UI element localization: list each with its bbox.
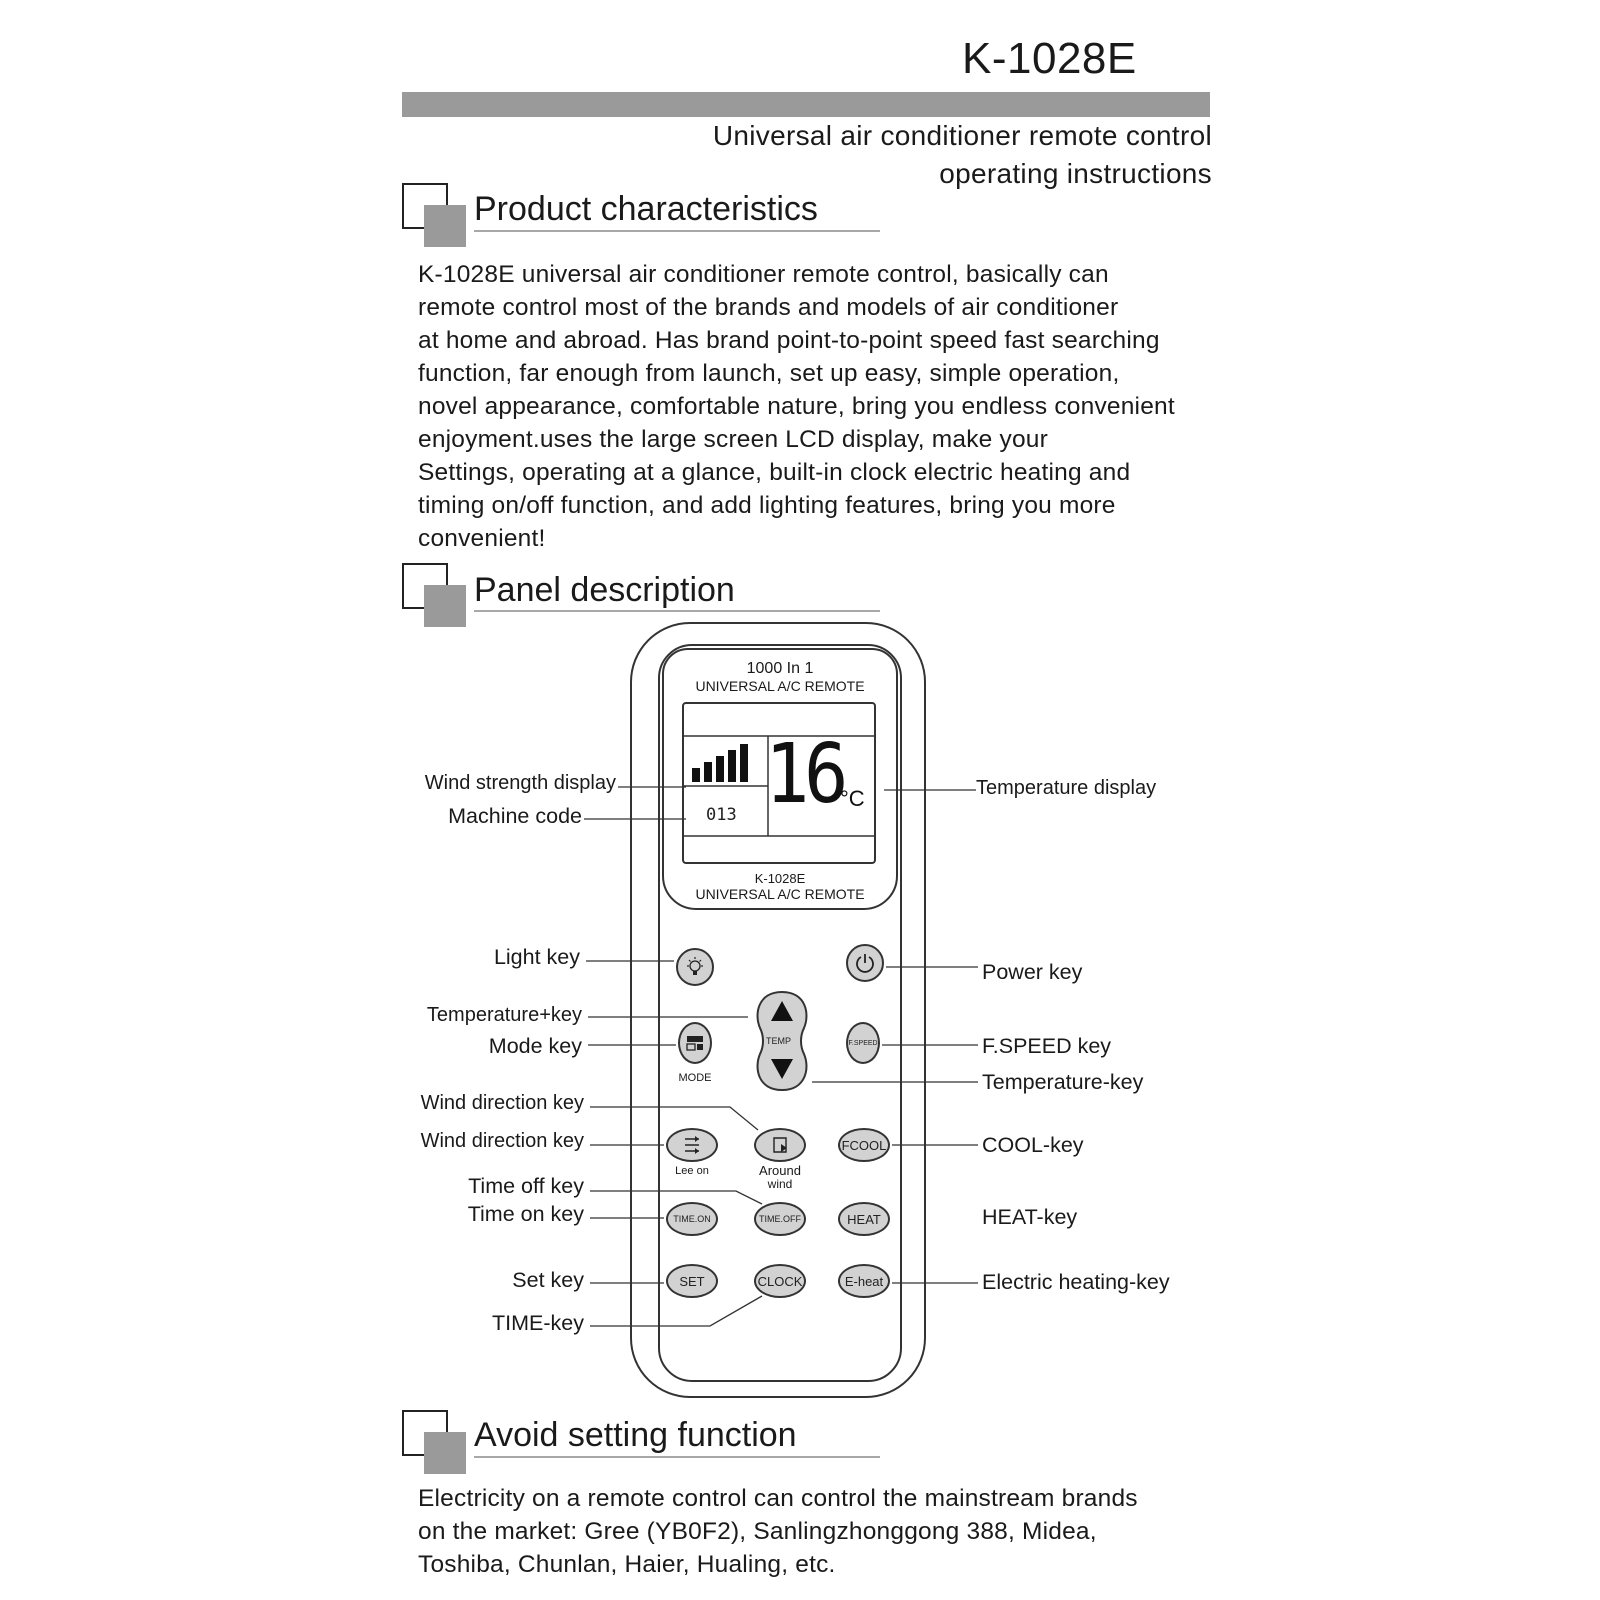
section-title-panel: Panel description [474,571,735,609]
callout-temperature-minus: Temperature-key [982,1070,1144,1094]
callout-electric-heating: Electric heating-key [982,1270,1170,1294]
paragraph-line: function, far enough from launch, set up easy, simple operation, [418,360,1120,387]
subtitle-line-2: operating instructions [939,158,1212,189]
mode-key-label: MODE [678,1072,712,1084]
paragraph-line: on the market: Gree (YB0F2), Sanlingzhonggong 388, Midea, [418,1518,1097,1545]
avoid-paragraph [418,1482,1218,1581]
callout-set-key: Set key [512,1268,584,1292]
section-title-characteristics: Product characteristics [474,190,818,228]
around-label: Around [759,1163,801,1178]
section-icon [402,1410,452,1460]
callout-wind-direction-1: Wind direction key [420,1092,584,1114]
callout-temperature-plus: Temperature+key [426,1004,582,1026]
callout-mode-key: Mode key [488,1034,582,1058]
callout-time-off: Time off key [468,1174,584,1198]
paragraph-line: Electricity on a remote control can control the mainstream brands [418,1485,1138,1512]
section-title-avoid: Avoid setting function [474,1416,797,1454]
paragraph-line: novel appearance, comfortable nature, bring you endless convenient [418,393,1175,420]
paragraph-line: convenient! [418,525,546,552]
set-key[interactable]: SET [666,1264,718,1298]
paragraph-line: enjoyment.uses the large screen LCD display, make your [418,426,1048,453]
paragraph-line: Toshiba, Chunlan, Haier, Hualing, etc. [418,1551,836,1578]
lcd-unit: °C [840,786,865,811]
paragraph-line: remote control most of the brands and models of air conditioner [418,294,1119,321]
remote-top-line-2: UNIVERSAL A/C REMOTE [695,678,865,694]
lcd-machine-code: 013 [706,805,737,825]
clock-key[interactable]: CLOCK [754,1264,806,1298]
section-underline [474,1456,880,1458]
subtitle-line-1: Universal air conditioner remote control [712,120,1212,151]
paragraph-line: K-1028E universal air conditioner remote control, basically can [418,261,1109,288]
paragraph-line: Settings, operating at a glance, built-in clock electric heating and [418,459,1131,486]
remote-bottom-line-1: K-1028E [754,871,806,886]
lee-on-label: Lee on [675,1165,709,1177]
callout-wind-direction-2: Wind direction key [420,1130,584,1152]
e-heat-key[interactable]: E-heat [838,1264,890,1298]
callout-time-on: Time on key [467,1202,584,1226]
callout-wind-strength: Wind strength display [424,772,616,794]
model-title: K-1028E [962,34,1137,83]
lcd-temperature: 16 [765,727,844,822]
cool-key[interactable]: FCOOL [838,1128,890,1162]
callout-light-key: Light key [493,945,580,969]
paragraph-line: timing on/off function, and add lighting features, bring you more [418,492,1116,519]
heat-key[interactable]: HEAT [838,1202,890,1236]
callout-fspeed-key: F.SPEED key [982,1034,1112,1058]
callout-machine-code: Machine code [448,804,582,828]
time-off-key[interactable]: TIME.OFF [754,1202,806,1236]
temp-label: TEMP [766,1036,792,1046]
callout-heat-key: HEAT-key [982,1205,1078,1229]
callout-power-key: Power key [982,960,1083,984]
fspeed-key[interactable]: F.SPEED [846,1022,880,1064]
remote-top-line-1: 1000 In 1 [746,660,814,677]
callout-temperature-display: Temperature display [976,777,1157,799]
paragraph-line: at home and abroad. Has brand point-to-point speed fast searching [418,327,1160,354]
time-on-key[interactable]: TIME.ON [666,1202,718,1236]
callout-cool-key: COOL-key [982,1133,1084,1157]
wind-label: wind [767,1177,793,1191]
callout-time-key: TIME-key [492,1311,584,1335]
remote-bottom-line-2: UNIVERSAL A/C REMOTE [695,886,865,902]
